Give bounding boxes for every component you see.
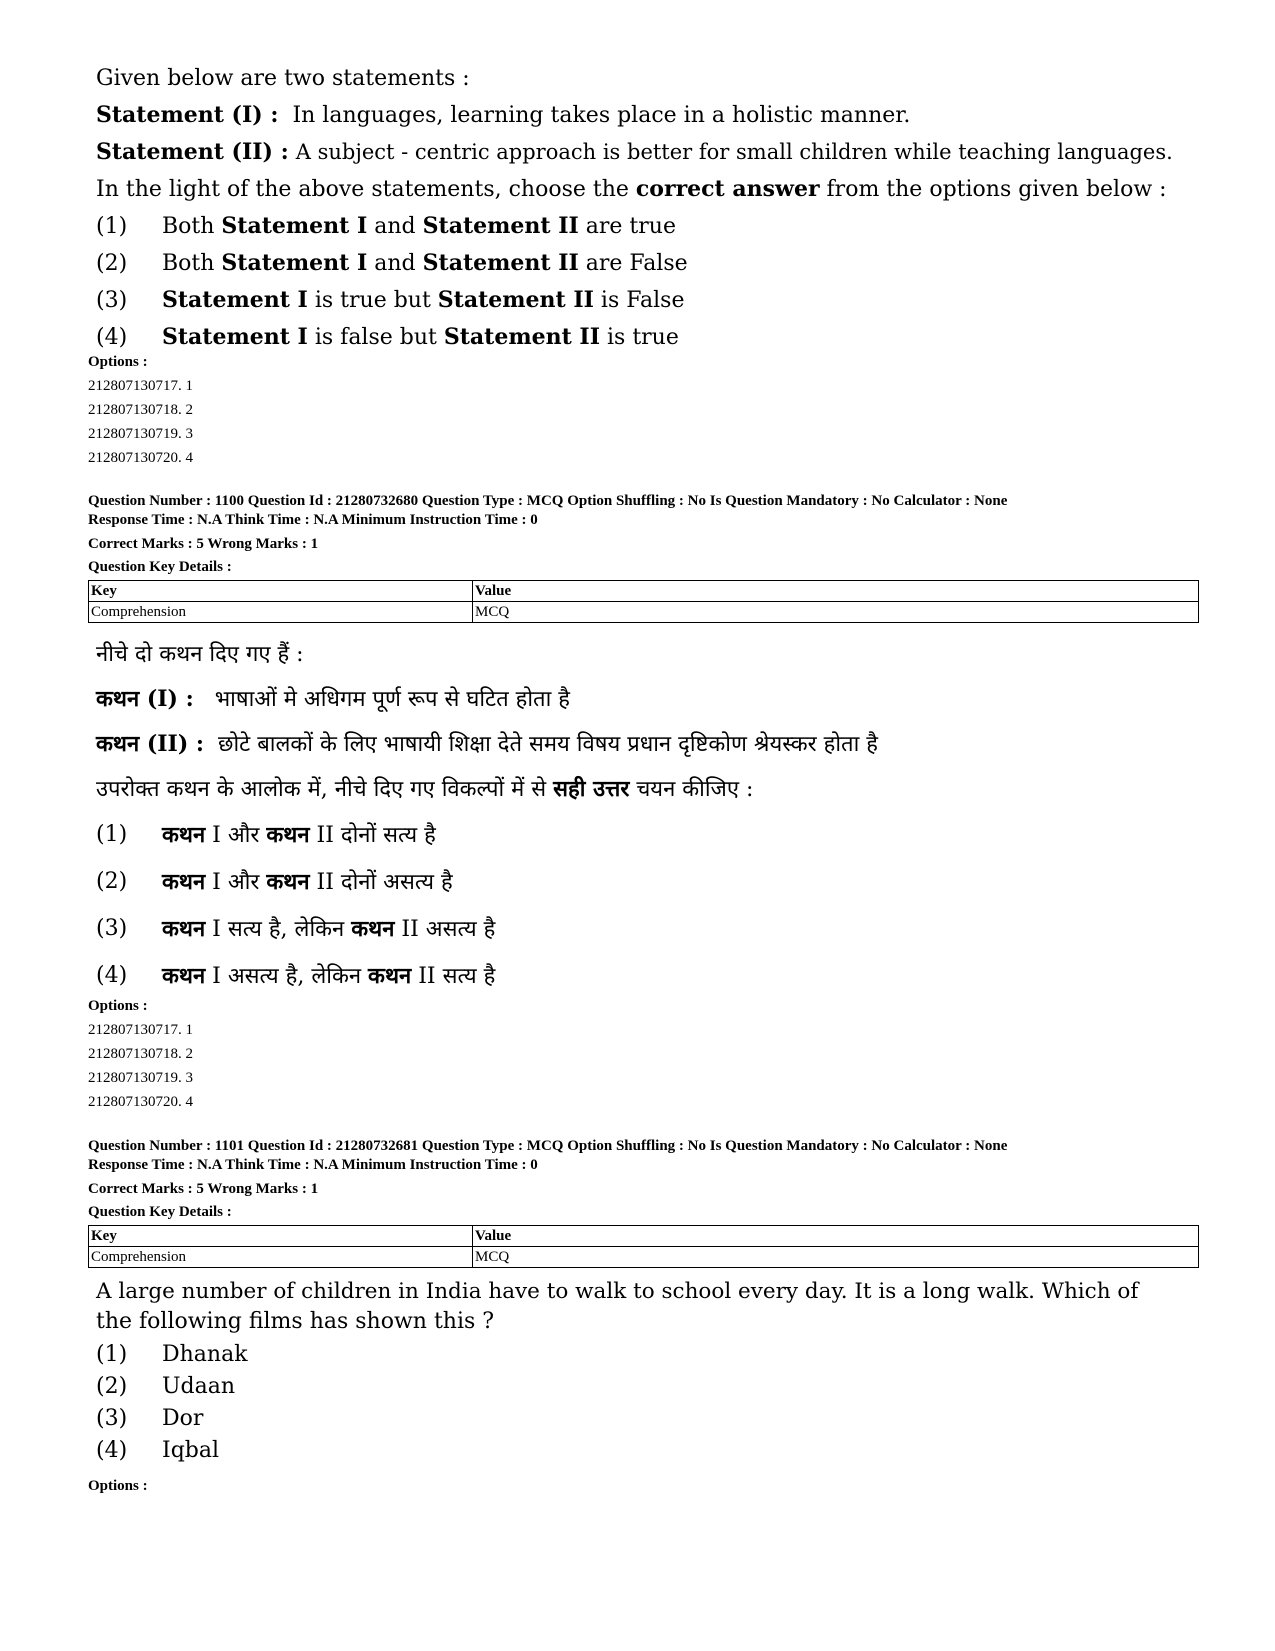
- marks: Correct Marks : 5 Wrong Marks : 1: [88, 536, 319, 552]
- answer-option: (2) Both Statement I and Statement II are False: [96, 250, 688, 276]
- option-id: 212807130717. 1: [88, 1022, 193, 1038]
- answer-option: (1) Both Statement I and Statement II are true: [96, 213, 676, 239]
- answer-option: (1) कथन I और कथन II दोनों सत्य है: [96, 822, 436, 848]
- option-id: 212807130720. 4: [88, 450, 193, 466]
- option-id: 212807130718. 2: [88, 1046, 193, 1062]
- statement-1: कथन (I) : भाषाओं मे अधिगम पूर्ण रूप से घटित होता है: [96, 686, 570, 712]
- statement-2: Statement (II) : A subject - centric approach is better for small children while teaching languages.: [96, 139, 1173, 165]
- key-value-table: Key Value Comprehension MCQ: [88, 580, 1199, 623]
- options-label: Options :: [88, 1478, 148, 1494]
- question-1100-body: [96, 632, 1206, 1000]
- key-details-label: Question Key Details :: [88, 559, 232, 575]
- question-text: the following films has shown this ?: [96, 1309, 495, 1334]
- answer-option: (1) Dhanak: [96, 1342, 248, 1367]
- answer-option: (3) Dor: [96, 1406, 204, 1431]
- options-label: Options :: [88, 998, 148, 1014]
- question-text: A large number of children in India have to walk to school every day. It is a long walk. Which of: [96, 1279, 1139, 1304]
- option-id: 212807130717. 1: [88, 378, 193, 394]
- answer-option: (2) Udaan: [96, 1374, 236, 1399]
- question-instruction: उपरोक्त कथन के आलोक में, नीचे दिए गए विकल्पों में से सही उत्तर चयन कीजिए :: [96, 776, 754, 802]
- option-id: 212807130719. 3: [88, 426, 193, 442]
- marks: Correct Marks : 5 Wrong Marks : 1: [88, 1181, 319, 1197]
- answer-option: (2) कथन I और कथन II दोनों असत्य है: [96, 869, 453, 895]
- options-list-1099: [88, 350, 193, 470]
- answer-option: (4) कथन I असत्य है, लेकिन कथन II सत्य है: [96, 963, 496, 989]
- options-list-1100: [88, 994, 193, 1114]
- question-1099-body: [96, 60, 1206, 356]
- options-label: Options :: [88, 354, 148, 370]
- answer-option: (4) Iqbal: [96, 1438, 220, 1463]
- statement-2: कथन (II) : छोटे बालकों के लिए भाषायी शिक्षा देते समय विषय प्रधान दृष्टिकोण श्रेयस्कर होता है: [96, 731, 878, 757]
- option-id: 212807130719. 3: [88, 1070, 193, 1086]
- question-1101-meta: Question Number : 1101 Question Id : 21280732681 Question Type : MCQ Option Shuffling : No Is Question Mandatory : No Calculator : None Response Time : N.A Think Time : N.A Minimum Instruction Time : 0 Correct Marks : 5 Wrong Marks : 1 Question Key Details :: [88, 1137, 1198, 1222]
- key-value-table: Key Value Comprehension MCQ: [88, 1225, 1199, 1268]
- question-instruction: In the light of the above statements, choose the correct answer from the options given below :: [96, 176, 1167, 202]
- option-id: 212807130720. 4: [88, 1094, 193, 1110]
- options-list-1101: [88, 1474, 148, 1498]
- question-intro: Given below are two statements :: [96, 66, 470, 91]
- question-1100-meta: Question Number : 1100 Question Id : 21280732680 Question Type : MCQ Option Shuffling : No Is Question Mandatory : No Calculator : None Response Time : N.A Think Time : N.A Minimum Instruction Time : 0 Correct Marks : 5 Wrong Marks : 1 Question Key Details :: [88, 492, 1198, 577]
- question-1101-body: [96, 1277, 1206, 1467]
- statement-1: Statement (I) : In languages, learning takes place in a holistic manner.: [96, 102, 911, 128]
- key-details-label: Question Key Details :: [88, 1204, 232, 1220]
- answer-option: (3) कथन I सत्य है, लेकिन कथन II असत्य है: [96, 916, 496, 942]
- answer-option: (4) Statement I is false but Statement II is true: [96, 324, 679, 350]
- option-id: 212807130718. 2: [88, 402, 193, 418]
- question-intro: नीचे दो कथन दिए गए हैं :: [96, 642, 304, 667]
- answer-option: (3) Statement I is true but Statement II is False: [96, 287, 685, 313]
